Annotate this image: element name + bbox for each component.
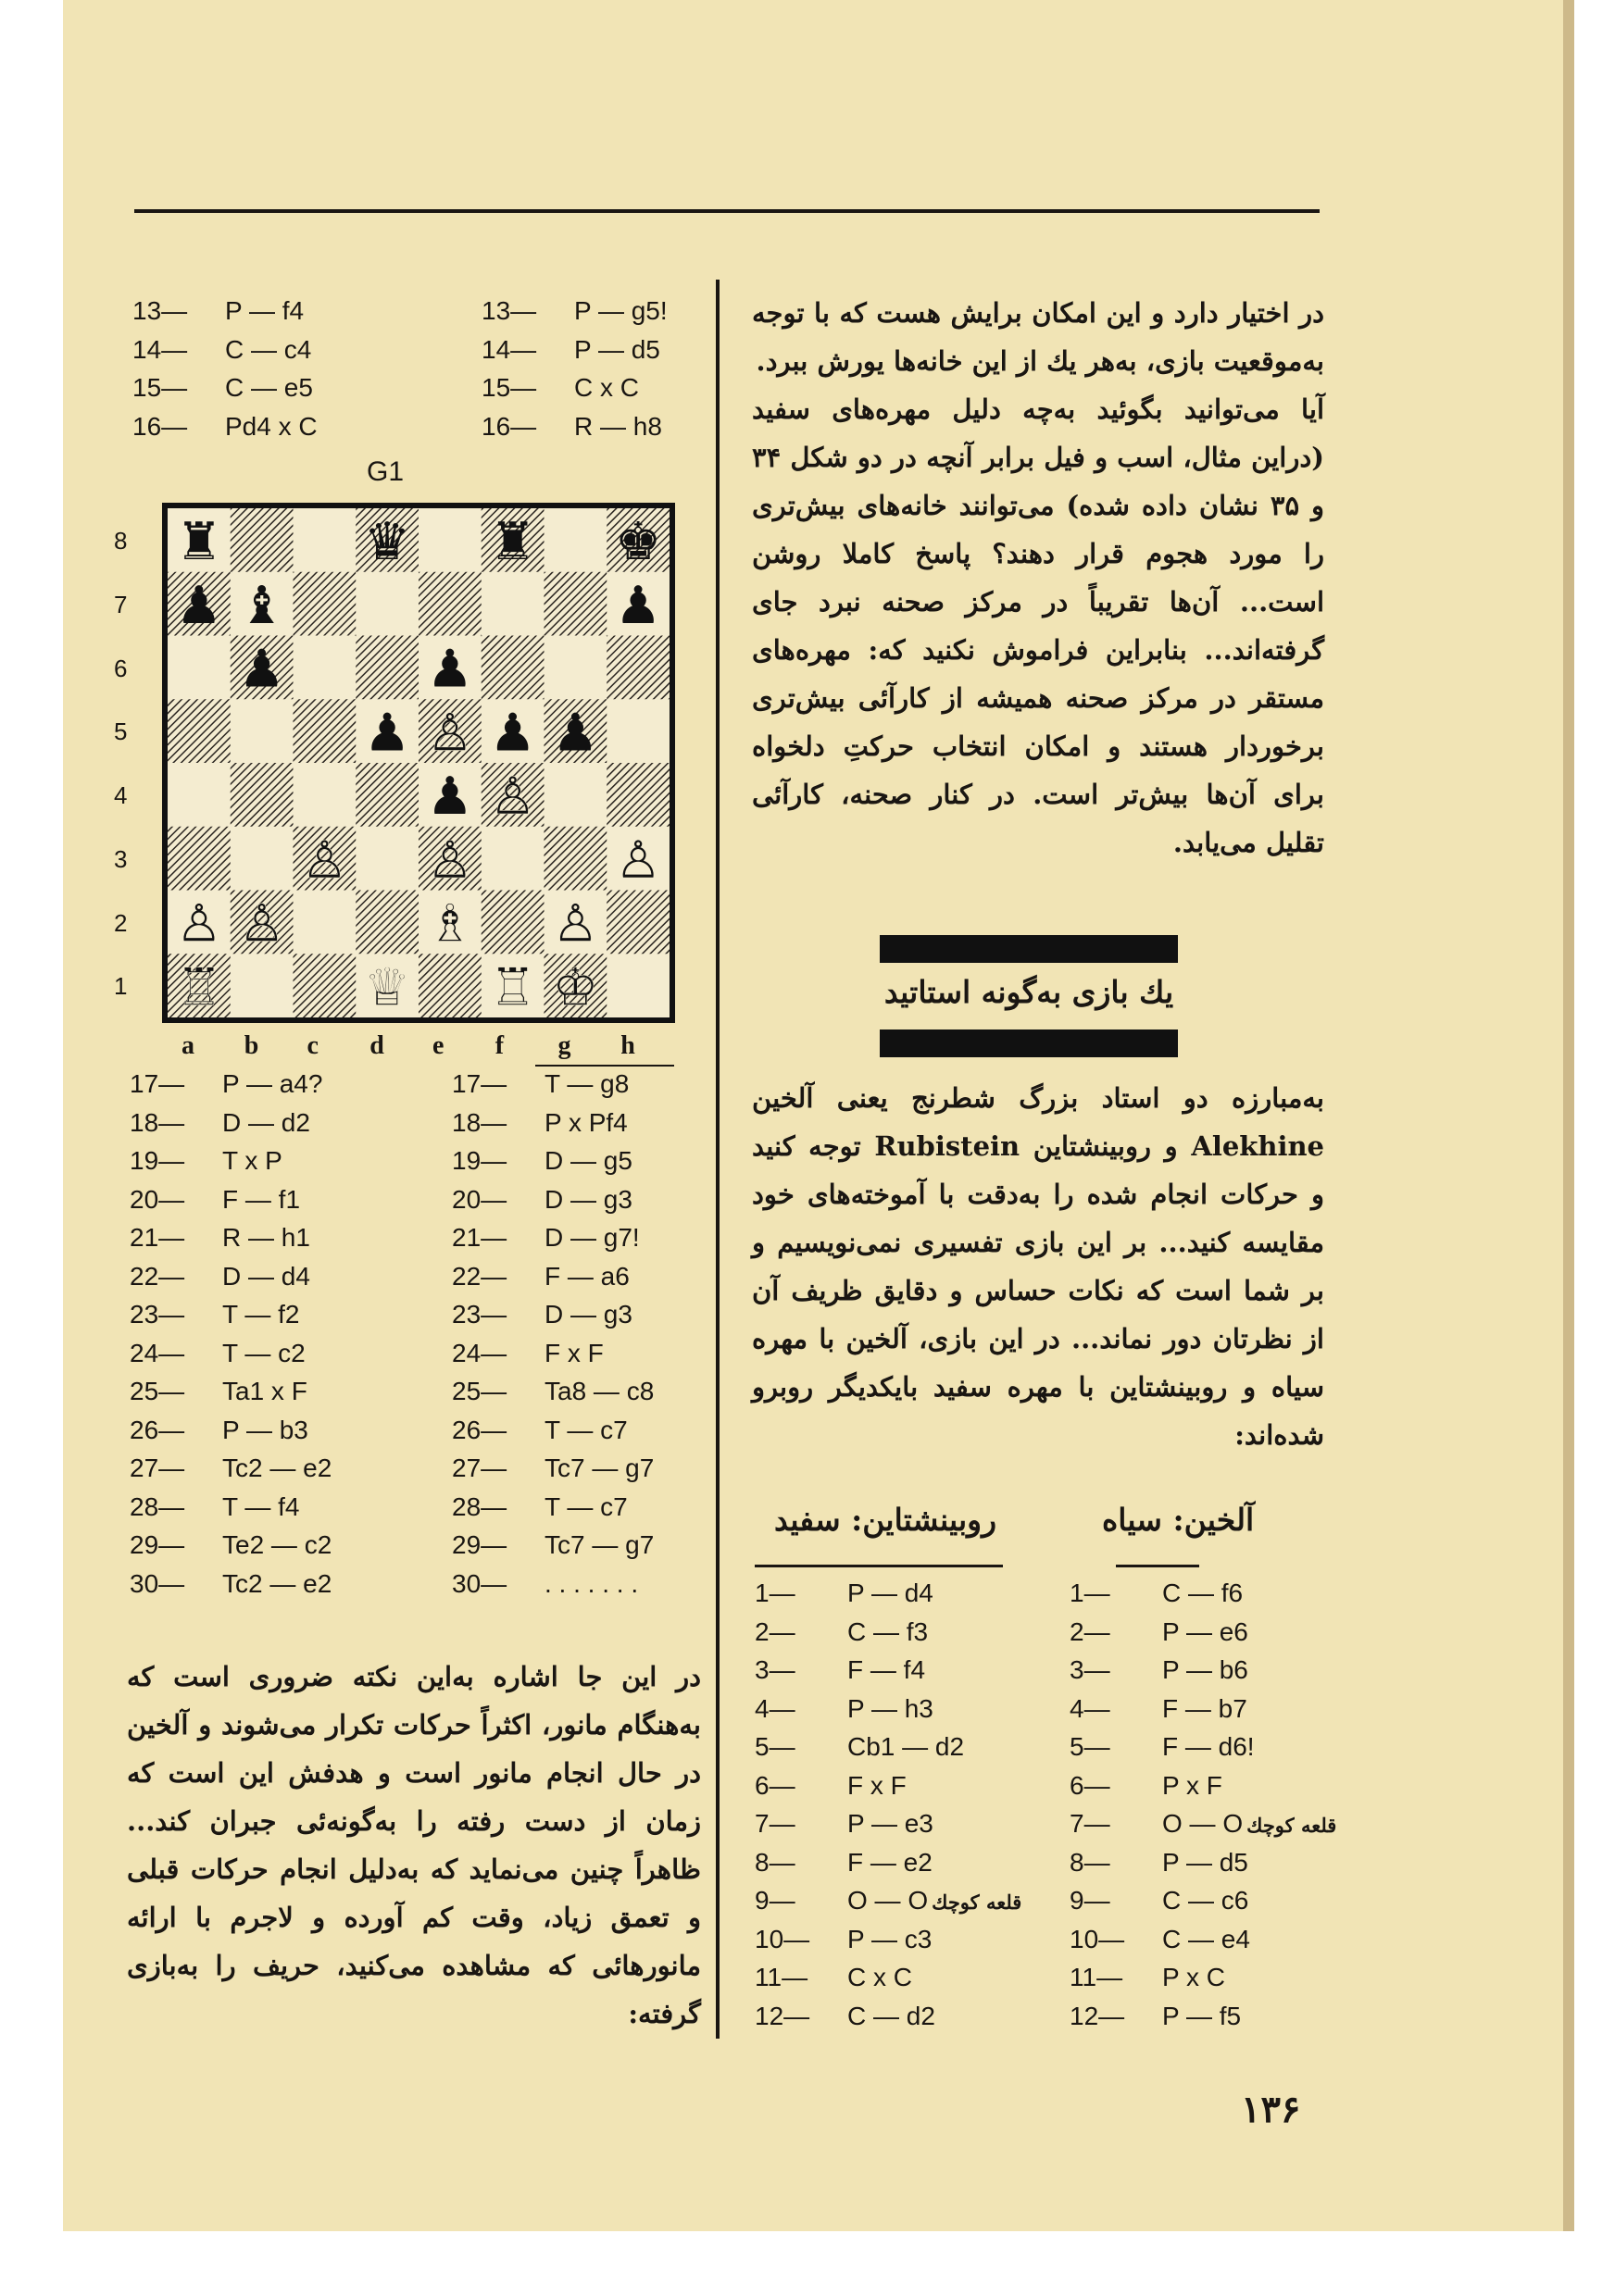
- move-text: Cb1 — d2: [847, 1732, 965, 1761]
- move-text: D — g3: [545, 1300, 632, 1329]
- black-queen-icon: ♛: [364, 512, 411, 572]
- move-number: 13—: [132, 296, 188, 325]
- move-text: F — a6: [545, 1261, 630, 1291]
- rank-label: 4: [114, 781, 128, 809]
- black-pawn-icon: ♟: [552, 703, 599, 764]
- move-number: 2—: [755, 1616, 795, 1646]
- file-label: e: [432, 1031, 444, 1060]
- move-text: C — c4: [225, 334, 312, 364]
- move-number: 4—: [755, 1693, 795, 1723]
- board-square-f7: [482, 572, 545, 636]
- move-row: [452, 1565, 654, 1603]
- column-divider: [716, 280, 720, 2039]
- board-square-c5: [294, 699, 357, 763]
- board-square-g7: [545, 572, 607, 636]
- moves-lower-left: [130, 1065, 332, 1603]
- move-row: [452, 1372, 654, 1411]
- move-number: 4—: [1070, 1693, 1110, 1723]
- black-king-icon: ♚: [615, 512, 662, 572]
- board-square-a6: [168, 636, 231, 700]
- move-text: D — g7!: [545, 1223, 640, 1252]
- move-number: 25—: [452, 1377, 507, 1405]
- heading-bar-bottom: [880, 1029, 1178, 1057]
- move-number: 28—: [130, 1491, 185, 1521]
- move-text: Ta1 x F: [222, 1377, 307, 1405]
- move-text: T — c7: [545, 1415, 628, 1444]
- move-text: F — d6!: [1162, 1732, 1255, 1761]
- board-square-c4: [294, 763, 357, 827]
- move-number: 6—: [755, 1770, 795, 1800]
- move-row: [755, 1804, 1025, 1843]
- move-text: P — b3: [222, 1415, 308, 1444]
- move-text: D — d2: [222, 1107, 310, 1137]
- move-number: 16—: [482, 411, 537, 441]
- move-row: [452, 1526, 654, 1565]
- move-row: [755, 1997, 1025, 2036]
- board-square-c1: [294, 954, 357, 1017]
- move-text: P — d4: [847, 1578, 933, 1607]
- move-text: P — f5: [1162, 2001, 1242, 2030]
- move-number: 24—: [130, 1338, 185, 1367]
- rank-label: 7: [114, 590, 128, 618]
- move-row: [452, 1180, 654, 1219]
- board-square-c2: [294, 891, 357, 955]
- move-text: P — f4: [225, 296, 305, 325]
- move-row: [1070, 1804, 1340, 1843]
- move-text: P — d5: [574, 334, 660, 364]
- move-row: [1070, 1766, 1340, 1805]
- board-square-f2: [482, 891, 545, 955]
- move-number: 27—: [130, 1454, 185, 1482]
- board-square-g6: [545, 636, 607, 700]
- move-number: 5—: [755, 1732, 795, 1761]
- move-row: [755, 1690, 1025, 1728]
- move-number: 30—: [452, 1568, 507, 1598]
- move-number: 18—: [130, 1107, 185, 1137]
- board-square-f3: [482, 827, 545, 891]
- move-number: 9—: [1070, 1886, 1110, 1915]
- move-number: 30—: [130, 1568, 185, 1598]
- move-row: [755, 1651, 1025, 1690]
- board-square-d7: [356, 572, 419, 636]
- move-row: [452, 1104, 654, 1142]
- move-text: F — b7: [1162, 1693, 1247, 1723]
- move-number: 8—: [755, 1847, 795, 1877]
- board-square-b8: [231, 508, 294, 572]
- move-text: Tc2 — e2: [222, 1454, 332, 1482]
- white-rook-icon: ♖: [489, 957, 536, 1017]
- move-number: 8—: [1070, 1847, 1110, 1877]
- move-number: 12—: [755, 2001, 810, 2030]
- move-row: [452, 1411, 654, 1450]
- move-row: [755, 1920, 1025, 1959]
- board-square-h6: [607, 636, 670, 700]
- board-square-b3: [231, 827, 294, 891]
- castle-note: قلعه کوچك: [1246, 1814, 1337, 1837]
- black-bishop-icon: ♝: [238, 575, 285, 636]
- move-number: 11—: [755, 1963, 808, 1991]
- move-text: P — a4?: [222, 1069, 323, 1098]
- move-row: [755, 1766, 1025, 1805]
- white-pawn-icon: ♙: [301, 830, 348, 891]
- move-row: [1070, 1690, 1340, 1728]
- move-row: [1070, 1651, 1340, 1690]
- move-row: [132, 368, 318, 407]
- move-number: 15—: [132, 373, 188, 402]
- board-square-h4: [607, 763, 670, 827]
- board-square-a5: [168, 699, 231, 763]
- move-row: [130, 1449, 332, 1488]
- move-row: [1070, 1997, 1340, 2036]
- move-row: [1070, 1613, 1340, 1652]
- move-number: 29—: [452, 1530, 507, 1559]
- move-text: P x F: [1162, 1770, 1222, 1800]
- white-pawn-icon: ♙: [426, 830, 473, 891]
- move-number: 12—: [1070, 2001, 1125, 2030]
- move-number: 15—: [482, 373, 537, 402]
- move-text: P — c3: [847, 1924, 933, 1953]
- move-row: [755, 1574, 1025, 1613]
- black-pawn-icon: ♟: [426, 639, 473, 700]
- move-text: D — g5: [545, 1146, 632, 1175]
- match-intro: به‌مبارزه دو استاد بزرگ شطرنج یعنی آلخین Alekhine و روبینشتاین Rubistein توجه کنید و حرکات انجام شده را به‌دقت با آموخته‌های خود مقایسه کنید... بر این بازی تفسیری نمی‌نویسیم و بر شما است که نکات حساس و دقایق ظریف آن از نظرتان دور نماند... در این بازی، آلخین با مهره سیاه و روبینشتاین با مهره سفید بایکدیگر روبرو شده‌اند:: [752, 1082, 1325, 1451]
- move-number: 17—: [452, 1069, 507, 1098]
- black-rook-icon: ♜: [489, 512, 536, 572]
- move-row: [130, 1411, 332, 1450]
- rank-label: 6: [114, 654, 128, 682]
- black-pawn-icon: ♟: [615, 575, 662, 636]
- board-square-g3: [545, 827, 607, 891]
- board-square-d2: [356, 891, 419, 955]
- file-label: d: [369, 1031, 384, 1060]
- move-row: [130, 1142, 332, 1180]
- move-text: R — h8: [574, 411, 662, 441]
- file-label: h: [620, 1031, 635, 1060]
- black-pawn-icon: ♟: [426, 767, 473, 827]
- move-row: [130, 1180, 332, 1219]
- move-row: [482, 407, 668, 446]
- move-number: 7—: [1070, 1809, 1110, 1838]
- move-row: [1070, 1728, 1340, 1766]
- top-rule: [134, 209, 1320, 213]
- board-square-e1: [419, 954, 482, 1017]
- black-pawn-icon: ♟: [175, 575, 222, 636]
- move-row: [452, 1449, 654, 1488]
- move-text: C — e5: [225, 373, 313, 402]
- move-text: Pd4 x C: [225, 411, 318, 441]
- board-square-d4: [356, 763, 419, 827]
- move-text: O — O: [1162, 1809, 1244, 1838]
- white-player-header: روبینشتاین: سفید: [774, 1502, 997, 1538]
- board-square-b4: [231, 763, 294, 827]
- move-text: P — b6: [1162, 1655, 1248, 1684]
- intro-paragraph: [752, 289, 1324, 867]
- move-text: Tc2 — e2: [222, 1568, 332, 1598]
- move-row: [755, 1728, 1025, 1766]
- move-row: [482, 292, 668, 331]
- board-square-h1: [607, 954, 670, 1017]
- board-square-b1: [231, 954, 294, 1017]
- move-text: Te2 — c2: [222, 1530, 332, 1559]
- move-number: 9—: [755, 1886, 795, 1915]
- board-square-a4: [168, 763, 231, 827]
- move-row: [1070, 1958, 1340, 1997]
- white-pawn-icon: ♙: [552, 893, 599, 955]
- move-row: [130, 1488, 332, 1527]
- move-number: 23—: [130, 1300, 185, 1329]
- move-row: [755, 1613, 1025, 1652]
- move-number: 29—: [130, 1530, 185, 1559]
- move-text: F — e2: [847, 1847, 933, 1877]
- move-row: [130, 1295, 332, 1334]
- move-text: C x C: [847, 1963, 912, 1991]
- question-text: آیا می‌توانید بگوئید به‌چه دلیل مهره‌های سفید (دراین مثال، اسب و فیل برابر آنچه در دو شکل ۳۴ و ۳۵ نشان داده شده) می‌توانند خانه‌های بیش‌تری را مورد هجوم قرار دهند؟ پاسخ کاملا روشن است... آن‌ها تقریباً در مرکز صحنه نبرد جای گرفته‌اند... بنابراین فراموش نکنید که: مهره‌های مستقر در مرکز صحنه همیشه از کارآئی بیش‌تری برخوردار هستند و امکان انتخاب حرکتِ دلخواه برای آن‌ها بیش‌تر است. در کنار صحنه، کارآئی تقلیل می‌یابد.: [752, 393, 1324, 858]
- move-row: [452, 1065, 654, 1104]
- move-number: 26—: [452, 1415, 507, 1444]
- move-number: 1—: [755, 1578, 795, 1607]
- move-text: T x P: [222, 1146, 282, 1175]
- moves-upper-right: [482, 292, 668, 445]
- move-text: P — g5!: [574, 296, 668, 325]
- page-number: ۱۳۶: [1241, 2088, 1301, 2131]
- move-number: 11—: [1070, 1963, 1123, 1991]
- white-pawn-icon: ♙: [426, 703, 473, 764]
- page-edge: [1563, 0, 1574, 2231]
- move-row: [130, 1104, 332, 1142]
- white-pawn-icon: ♙: [489, 767, 536, 827]
- white-pawn-icon: ♙: [615, 830, 662, 891]
- move-text: P — e3: [847, 1809, 933, 1838]
- board-square-e8: [419, 508, 482, 572]
- move-number: 20—: [130, 1184, 185, 1214]
- move-number: 6—: [1070, 1770, 1110, 1800]
- black-pawn-icon: ♟: [489, 703, 536, 764]
- board-square-c7: [294, 572, 357, 636]
- move-text: C — d2: [847, 2001, 935, 2030]
- move-number: 21—: [452, 1223, 507, 1252]
- file-label: b: [244, 1031, 259, 1060]
- move-row: [755, 1843, 1025, 1882]
- move-number: 27—: [452, 1454, 507, 1482]
- move-row: [452, 1488, 654, 1527]
- file-label: a: [182, 1031, 194, 1060]
- move-text: Tc7 — g7: [545, 1530, 655, 1559]
- move-number: 24—: [452, 1338, 507, 1367]
- move-text: . . . . . . .: [545, 1568, 639, 1598]
- move-number: 10—: [1070, 1924, 1125, 1953]
- move-text: T — f2: [222, 1300, 300, 1329]
- move-number: 5—: [1070, 1732, 1110, 1761]
- moves-lower-right: [452, 1065, 654, 1603]
- move-row: [130, 1218, 332, 1257]
- board-square-g4: [545, 763, 607, 827]
- board-square-d6: [356, 636, 419, 700]
- move-number: 14—: [482, 334, 537, 364]
- move-number: 22—: [452, 1261, 507, 1291]
- rank-label: 8: [114, 527, 128, 555]
- move-number: 22—: [130, 1261, 185, 1291]
- move-row: [132, 407, 318, 446]
- move-text: C — f6: [1162, 1578, 1244, 1607]
- move-row: [132, 331, 318, 369]
- white-queen-icon: ♕: [364, 957, 411, 1017]
- board-square-b5: [231, 699, 294, 763]
- move-row: [130, 1065, 332, 1104]
- move-text: C — c6: [1162, 1886, 1249, 1915]
- move-text: R — h1: [222, 1223, 310, 1252]
- move-text: C x C: [574, 373, 639, 402]
- rank-label: 2: [114, 908, 128, 937]
- move-row: [755, 1958, 1025, 1997]
- move-text: F — f1: [222, 1184, 301, 1214]
- move-number: 16—: [132, 411, 188, 441]
- move-number: 3—: [1070, 1655, 1110, 1684]
- moves-upper-left: [132, 292, 318, 445]
- section-heading: یك بازی به‌گونه استاتید: [883, 974, 1174, 1010]
- move-row: [1070, 1843, 1340, 1882]
- move-row: [130, 1565, 332, 1603]
- file-label: g: [557, 1031, 571, 1060]
- move-row: [130, 1372, 332, 1411]
- castle-note: قلعه کوچك: [932, 1890, 1022, 1914]
- move-text: P x Pf4: [545, 1107, 628, 1137]
- white-king-icon: ♔: [552, 957, 599, 1017]
- move-number: 26—: [130, 1415, 185, 1444]
- black-player-header: آلخین: سیاه: [1102, 1502, 1255, 1538]
- move-number: 20—: [452, 1184, 507, 1214]
- move-number: 28—: [452, 1491, 507, 1521]
- move-text: P — d5: [1162, 1847, 1248, 1877]
- move-number: 3—: [755, 1655, 795, 1684]
- move-number: 1—: [1070, 1578, 1110, 1607]
- move-number: 17—: [130, 1069, 185, 1098]
- move-text: Ta8 — c8: [545, 1377, 655, 1405]
- move-text: F x F: [545, 1338, 604, 1367]
- move-text: C — e4: [1162, 1924, 1250, 1953]
- move-number: 25—: [130, 1377, 185, 1405]
- move-number: 7—: [755, 1809, 795, 1838]
- move-text: F x F: [847, 1770, 907, 1800]
- move-row: [482, 368, 668, 407]
- move-row: [452, 1142, 654, 1180]
- move-text: Tc7 — g7: [545, 1454, 655, 1482]
- rank-label: 1: [114, 972, 128, 1001]
- board-square-d3: [356, 827, 419, 891]
- move-row: [755, 1881, 1025, 1920]
- move-number: 13—: [482, 296, 537, 325]
- move-text: P x C: [1162, 1963, 1225, 1991]
- board-square-c8: [294, 508, 357, 572]
- board-square-g8: [545, 508, 607, 572]
- move-number: 19—: [452, 1146, 507, 1175]
- move-row: [1070, 1574, 1340, 1613]
- board-title: G1: [367, 456, 405, 487]
- top-right-text: در اختیار دارد و این امکان برایش هست که با توجه به‌موقعیت بازی، به‌هر یك از این خانه‌ها یورش ببرد.: [752, 297, 1324, 377]
- file-label: f: [495, 1031, 505, 1060]
- move-row: [132, 292, 318, 331]
- move-row: [1070, 1881, 1340, 1920]
- move-row: [452, 1257, 654, 1296]
- chess-board: [162, 503, 675, 1023]
- move-text: D — d4: [222, 1261, 310, 1291]
- board-square-e7: [419, 572, 482, 636]
- move-text: T — f4: [222, 1491, 300, 1521]
- move-text: D — g3: [545, 1184, 632, 1214]
- white-header-rule: [755, 1565, 1003, 1567]
- move-text: P — h3: [847, 1693, 933, 1723]
- black-rook-icon: ♜: [175, 512, 222, 572]
- move-number: 18—: [452, 1107, 507, 1137]
- board-square-a3: [168, 827, 231, 891]
- move-row: [1070, 1920, 1340, 1959]
- board-square-c6: [294, 636, 357, 700]
- move-row: [452, 1295, 654, 1334]
- board-square-f6: [482, 636, 545, 700]
- move-text: F — f4: [847, 1655, 926, 1684]
- rank-label: 5: [114, 718, 128, 746]
- move-number: 23—: [452, 1300, 507, 1329]
- heading-bar-top: [880, 935, 1178, 963]
- maneuver-note: در این جا اشاره به‌این نکته ضروری است که به‌هنگام مانور، اکثراً حرکات تکرار می‌شوند و آلخین در حال انجام مانور است و هدفش این است که زمان از دست رفته را به‌گونه‌ئی جبران کند... ظاهراً چنین می‌نماید که به‌دلیل انجام حرکات قبلی و تعمق زیاد، وقت کم آورده و لاجرم با ارائه مانورهائی که مشاهده می‌کنید، حریف را به‌بازی گرفته:: [127, 1661, 701, 2029]
- white-pawn-icon: ♙: [175, 893, 222, 955]
- move-row: [452, 1218, 654, 1257]
- black-header-rule: [1116, 1565, 1199, 1567]
- white-moves-list: [755, 1574, 1025, 2035]
- board-square-h2: [607, 891, 670, 955]
- move-text: C — f3: [847, 1616, 929, 1646]
- move-row: [130, 1257, 332, 1296]
- move-text: P — e6: [1162, 1616, 1248, 1646]
- move-number: 10—: [755, 1924, 810, 1953]
- move-row: [452, 1334, 654, 1373]
- white-rook-icon: ♖: [175, 957, 222, 1017]
- move-text: T — c2: [222, 1338, 306, 1367]
- black-moves-list: [1070, 1574, 1340, 2035]
- move-number: 14—: [132, 334, 188, 364]
- black-pawn-icon: ♟: [238, 639, 285, 700]
- board-square-h5: [607, 699, 670, 763]
- move-number: 21—: [130, 1223, 185, 1252]
- white-pawn-icon: ♙: [238, 893, 285, 955]
- chess-board-diagram: [168, 508, 670, 1017]
- move-number: 2—: [1070, 1616, 1110, 1646]
- white-bishop-icon: ♗: [426, 893, 473, 955]
- rank-label: 3: [114, 844, 128, 873]
- black-pawn-icon: ♟: [364, 703, 411, 764]
- move-row: [482, 331, 668, 369]
- move-row: [130, 1526, 332, 1565]
- move-row: [130, 1334, 332, 1373]
- move-text: O — O: [847, 1886, 929, 1915]
- file-label: c: [307, 1031, 319, 1060]
- move-text: T — g8: [545, 1069, 630, 1098]
- move-text: T — c7: [545, 1491, 628, 1521]
- move-number: 19—: [130, 1146, 185, 1175]
